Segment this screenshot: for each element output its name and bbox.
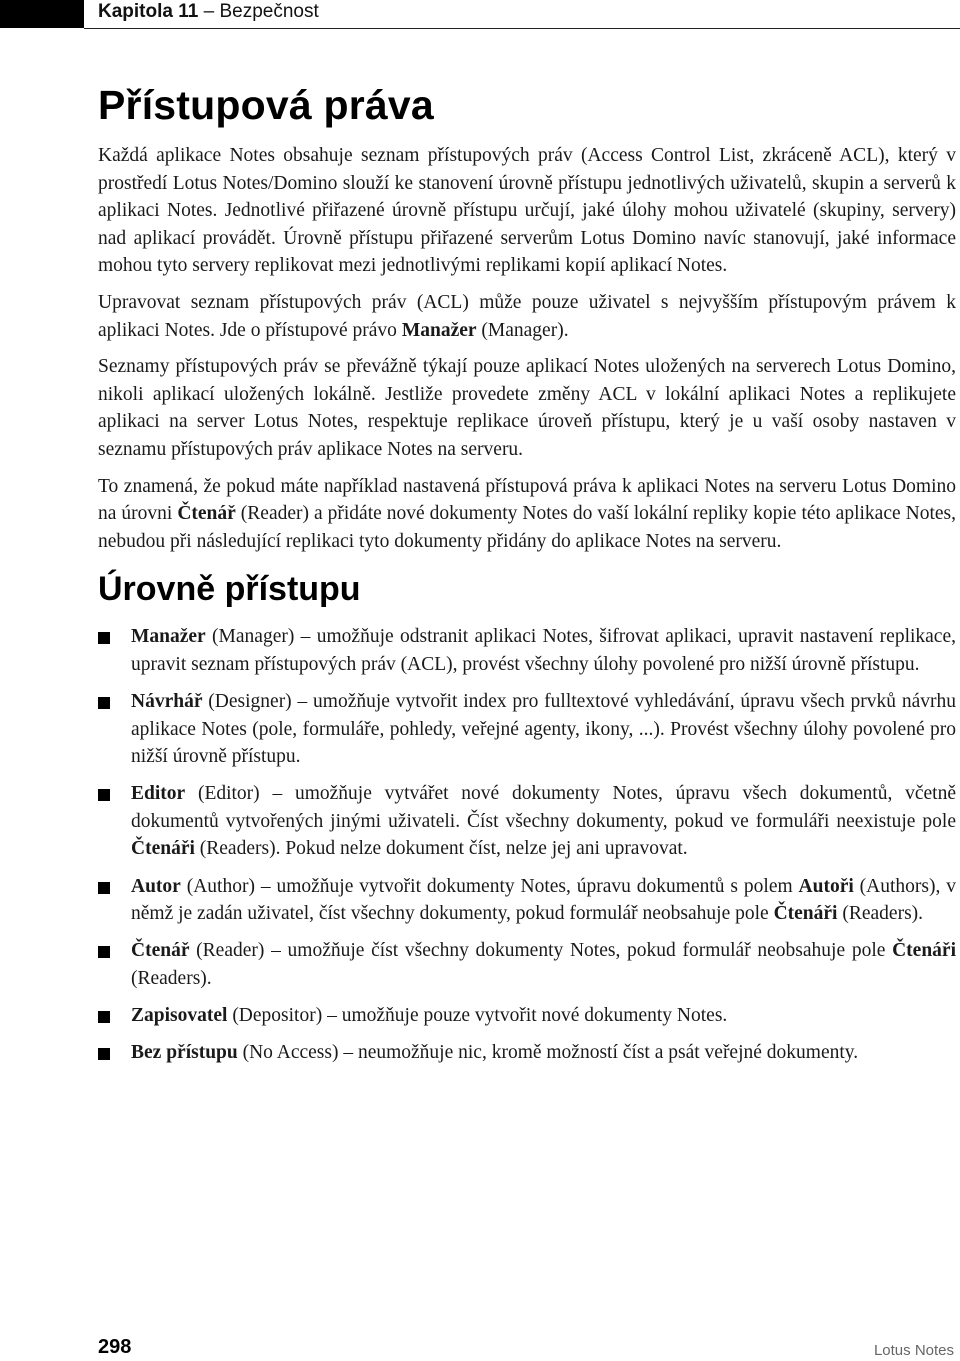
bullet-square-icon: [98, 946, 110, 958]
level-description: (No Access) – neumožňuje nic, kromě možností číst a psát veřejné dokumenty.: [237, 1042, 859, 1064]
level-description: (Readers).: [837, 903, 924, 925]
paragraph-acl-edit: [98, 289, 956, 344]
level-name: Autor: [131, 875, 181, 897]
list-item-author: [98, 873, 956, 928]
subsection-heading: Úrovně přístupu: [98, 570, 361, 609]
header-dash: –: [198, 1, 220, 22]
text: To znamená, že pokud máte například nastavená přístupová práva k aplikaci Notes na serveru Lotus Domino na úrovni: [98, 475, 956, 525]
section-heading: Přístupová práva: [98, 82, 434, 128]
level-name: Návrhář: [131, 691, 203, 712]
level-description: (Editor) – umožňuje vytvářet nové dokumenty Notes, úpravu všech dokumentů, včetně dokumentů vytvořených jinými uživateli. Číst všechny dokumenty, pokud ve formuláři neexistuje pole: [131, 783, 956, 832]
header-block: [0, 0, 84, 28]
bold-term: Čtenáři: [131, 838, 195, 860]
bullet-square-icon: [98, 632, 110, 644]
access-level-list: [98, 623, 956, 1066]
text: (Reader) a přidáte nové dokumenty Notes do vaší lokální repliky kopie této aplikace Notes, nebudou při následující replikaci tyto dokumenty přidány do aplikace Notes na serveru.: [98, 503, 957, 552]
level-name: Bez přístupu: [131, 1042, 238, 1064]
chapter-title: Bezpečnost: [219, 1, 319, 22]
page-number: 298: [98, 1336, 132, 1358]
page-content: [98, 78, 956, 1076]
running-header: [0, 0, 960, 28]
list-item-editor: [98, 780, 956, 863]
book-title: Lotus Notes: [873, 1342, 954, 1359]
header-text: [98, 1, 319, 23]
bullet-square-icon: [98, 789, 110, 801]
paragraph-local-acl: Seznamy přístupových práv se převážně týkají pouze aplikací Notes uložených na serverech Lotus Domino, nikoli aplikací uložených lokálně. Jestliže provedete změny ACL v lokální aplikaci Notes a replikujete aplikaci na server Lotus Notes, respektuje replikace úroveň přístupu, který je u vaší osoby nastaven v seznamu přístupových práv aplikace Notes na serveru.: [98, 356, 956, 460]
text: (Manager).: [476, 319, 569, 341]
level-name: Manažer: [131, 626, 206, 648]
bullet-square-icon: [98, 882, 110, 894]
bold-term: Autoři: [798, 875, 854, 897]
chapter-label: Kapitola 11: [98, 1, 199, 22]
level-name: Zapisovatel: [131, 1004, 228, 1026]
level-name: Editor: [131, 783, 186, 805]
level-description: (Readers). Pokud nelze dokument číst, nelze jej ani upravovat.: [194, 838, 688, 860]
level-name: Čtenář: [131, 940, 190, 962]
level-description: (Manager) – umožňuje odstranit aplikaci Notes, šifrovat aplikaci, upravit nastavení replikace, upravit seznam přístupových práv (ACL), provést všechny úlohy povolené pro nižší úrovně přístupu.: [131, 626, 956, 675]
level-description: (Designer) – umožňuje vytvořit index pro fulltextové vyhledávání, úpravu všech prvků návrhu aplikace Notes (pole, formuláře, pohledy, veřejné agenty, ikony, ...). Provést všechny úlohy povolené pro nižší úrovně přístupu.: [131, 691, 956, 768]
level-description: (Depositor) – umožňuje pouze vytvořit nové dokumenty Notes.: [227, 1004, 728, 1026]
level-description: (Reader) – umožňuje číst všechny dokumenty Notes, pokud formulář neobsahuje pole: [189, 940, 893, 962]
level-description: (Authors), v němž je zadán uživatel, číst všechny dokumenty, pokud formulář neobsahuje pole: [131, 875, 956, 925]
bold-term: Čtenář: [177, 503, 236, 525]
level-description: (Author) – umožňuje vytvořit dokumenty Notes, úpravu dokumentů s polem: [180, 875, 799, 897]
list-item-depositor: [98, 1002, 956, 1030]
list-item-reader: [98, 937, 956, 992]
text: Upravovat seznam přístupových práv (ACL) může pouze uživatel s nejvyšším přístupovým právem k aplikaci Notes. Jde o přístupové právo: [98, 291, 956, 341]
bold-term: Čtenáři: [892, 940, 956, 962]
list-item-manager: [98, 623, 956, 678]
bullet-square-icon: [98, 697, 110, 709]
paragraph-intro: Každá aplikace Notes obsahuje seznam přístupových práv (Access Control List, zkráceně ACL), který v prostředí Lotus Notes/Domino slouží ke stanovení úrovně přístupu jednotlivých uživatelů, skupin a serverů k aplikaci Notes. Jednotlivé přiřazené úrovně přístupu určují, jaké úlohy mohou uživatelé (skupiny, servery) nad aplikací provádět. Úrovně přístupu přiřazené serverům Lotus Domino navíc stanovují, jaké informace mohou tyto servery replikovat mezi jednotlivými replikami kopií aplikací Notes.: [98, 145, 956, 277]
paragraph-example: [98, 473, 956, 556]
bullet-square-icon: [98, 1048, 110, 1060]
level-description: (Readers).: [131, 967, 212, 989]
header-rule: [84, 28, 960, 29]
list-item-designer: [98, 688, 956, 771]
bullet-square-icon: [98, 1011, 110, 1023]
bold-term: Manažer: [401, 319, 477, 341]
bold-term: Čtenáři: [773, 903, 838, 925]
list-item-no-access: [98, 1039, 956, 1067]
